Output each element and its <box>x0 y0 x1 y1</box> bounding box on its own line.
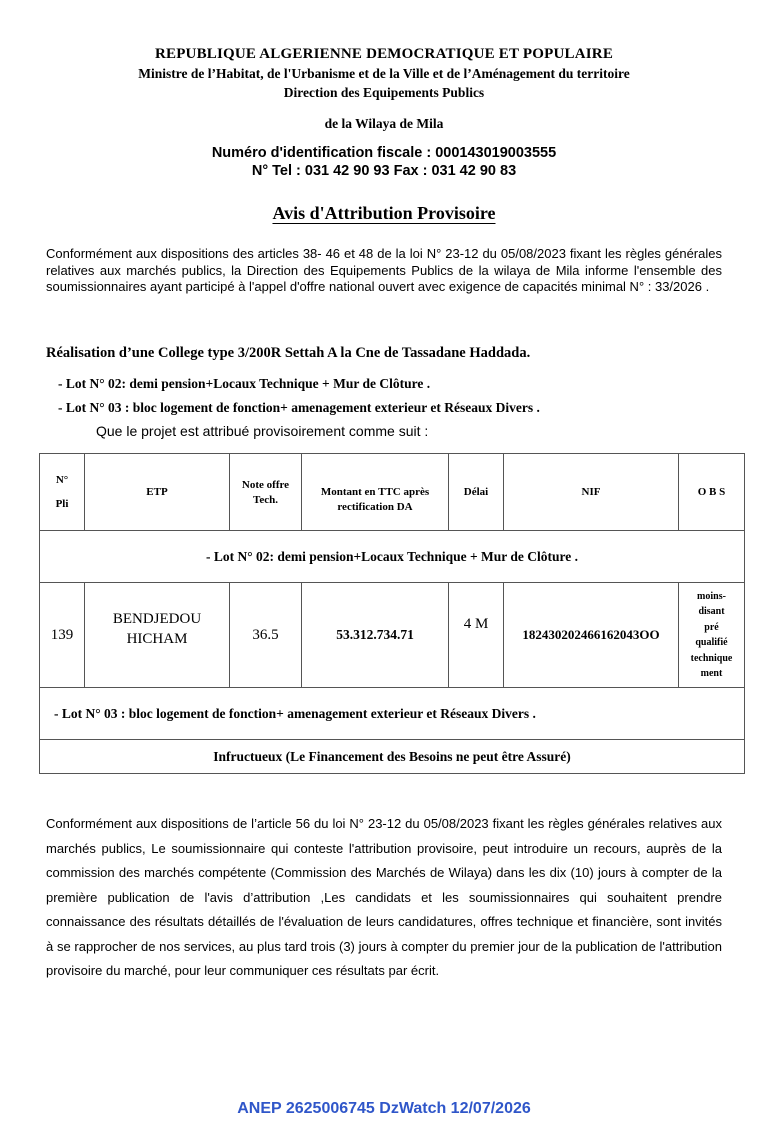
lot-03-cell: - Lot N° 03 : bloc logement de fonction+ amenagement exterieur et Réseaux Divers . <box>40 688 745 740</box>
header-republic: REPUBLIQUE ALGERIENNE DEMOCRATIQUE ET POPULAIRE <box>154 46 614 62</box>
cell-obs-line5: technique <box>690 652 733 664</box>
footer-reference: ANEP 2625006745 DzWatch 12/07/2026 <box>237 1100 531 1117</box>
cell-obs-line2: disant <box>698 606 725 617</box>
header-note <box>230 454 302 531</box>
infructueux-cell: Infructueux (Le Financement des Besoins ne peut être Assuré) <box>40 740 745 774</box>
header-obs: O B S <box>679 454 745 531</box>
header-direction: Direction des Equipements Publics <box>283 85 485 100</box>
cell-nif: 182430202466162043OO <box>504 583 679 688</box>
intro-paragraph: Conformément aux dispositions des articles 38- 46 et 48 de la loi N° 23-12 du 05/08/2023 fixant les règles générales relatives aux marchés publics, la Direction des Equipements Publics de la wilaya de Mila informe l'ensemble des soumissionnaires ayant participé à l'appel d'offre national ouvert avec exigence de capacités minimal N° : 33/2026 . <box>46 246 722 294</box>
cell-etp <box>85 583 230 688</box>
cell-n-pli: 139 <box>40 583 85 688</box>
cell-note: 36.5 <box>230 583 302 688</box>
header-montant <box>302 454 449 531</box>
results-table <box>39 453 745 774</box>
header-delai: Délai <box>449 454 504 531</box>
header-n-pli-line2: Pli <box>55 498 69 510</box>
cell-montant: 53.312.734.71 <box>302 583 449 688</box>
page-title-text: Avis d'Attribution Provisoire <box>272 203 496 223</box>
table-row <box>40 583 745 688</box>
cell-obs-line3: pré <box>704 621 719 633</box>
infructueux-row <box>40 740 745 774</box>
lot-03-row <box>40 688 745 740</box>
header-n-pli <box>40 454 85 531</box>
header-note-line2: Tech. <box>253 493 278 506</box>
table-header-row <box>40 454 745 531</box>
cell-obs-line6: ment <box>700 668 723 679</box>
cell-obs <box>679 583 745 688</box>
header-contact: N° Tel : 031 42 90 93 Fax : 031 42 90 83 <box>251 163 517 179</box>
header-nif: Numéro d'identification fiscale : 000143019003555 <box>211 145 557 161</box>
cell-delai: 4 M <box>449 583 504 688</box>
cell-obs-line4: qualifié <box>695 637 728 648</box>
page-title <box>0 203 768 224</box>
attribution-intro: Que le projet est attribué provisoirement comme suit : <box>96 423 429 439</box>
legal-paragraph: Conformément aux dispositions de l’article 56 du loi N° 23-12 du 05/08/2023 fixant les règles générales relatives aux marchés publics, Le soumissionnaire qui conteste l'attribution provisoire, peut introduire un recours, auprès de la commission des marchés compétente (Commission des Marchés de Wilaya) dans les dix (10) jours à compter de la première publication de l'avis d’attribution ,Les candidats et les soumissionnaires qui souhaitent prendre connaissance des résultats détaillés de l'évaluation de leurs candidatures, offres technique et financière, sont invités à se rapprocher de nos services, au plus tard trois (3) jours à compter du premier jour de la publication de l'attribution provisoire du marché, pour leur communiquer ces résultats par écrit. <box>46 816 722 978</box>
lot-02-label: - Lot N° 02: demi pension+Locaux Technique + Mur de Clôture . <box>58 376 431 391</box>
cell-etp-line2: HICHAM <box>126 631 188 647</box>
project-title: Réalisation d’une College type 3/200R Settah A la Cne de Tassadane Haddada. <box>46 345 531 361</box>
cell-obs-line1: moins- <box>697 590 726 602</box>
header-wilaya: de la Wilaya de Mila <box>324 116 444 131</box>
header-montant-line1: Montant en TTC après <box>320 485 430 498</box>
lot-02-row <box>40 531 745 583</box>
lot-02-cell: - Lot N° 02: demi pension+Locaux Technique + Mur de Clôture . <box>40 531 745 583</box>
lot-03-label: - Lot N° 03 : bloc logement de fonction+ amenagement exterieur et Réseaux Divers . <box>58 400 540 415</box>
header-etp: ETP <box>85 454 230 531</box>
header-montant-line2: rectification DA <box>337 500 413 513</box>
header-nif: NIF <box>504 454 679 531</box>
header-n-pli-line1: N° <box>55 474 69 486</box>
header-note-line1: Note offre <box>241 478 290 491</box>
cell-etp-line1: BENDJEDOU <box>112 611 202 627</box>
header-ministry: Ministre de l’Habitat, de l'Urbanisme et de la Ville et de l’Aménagement du territoire <box>138 66 630 81</box>
